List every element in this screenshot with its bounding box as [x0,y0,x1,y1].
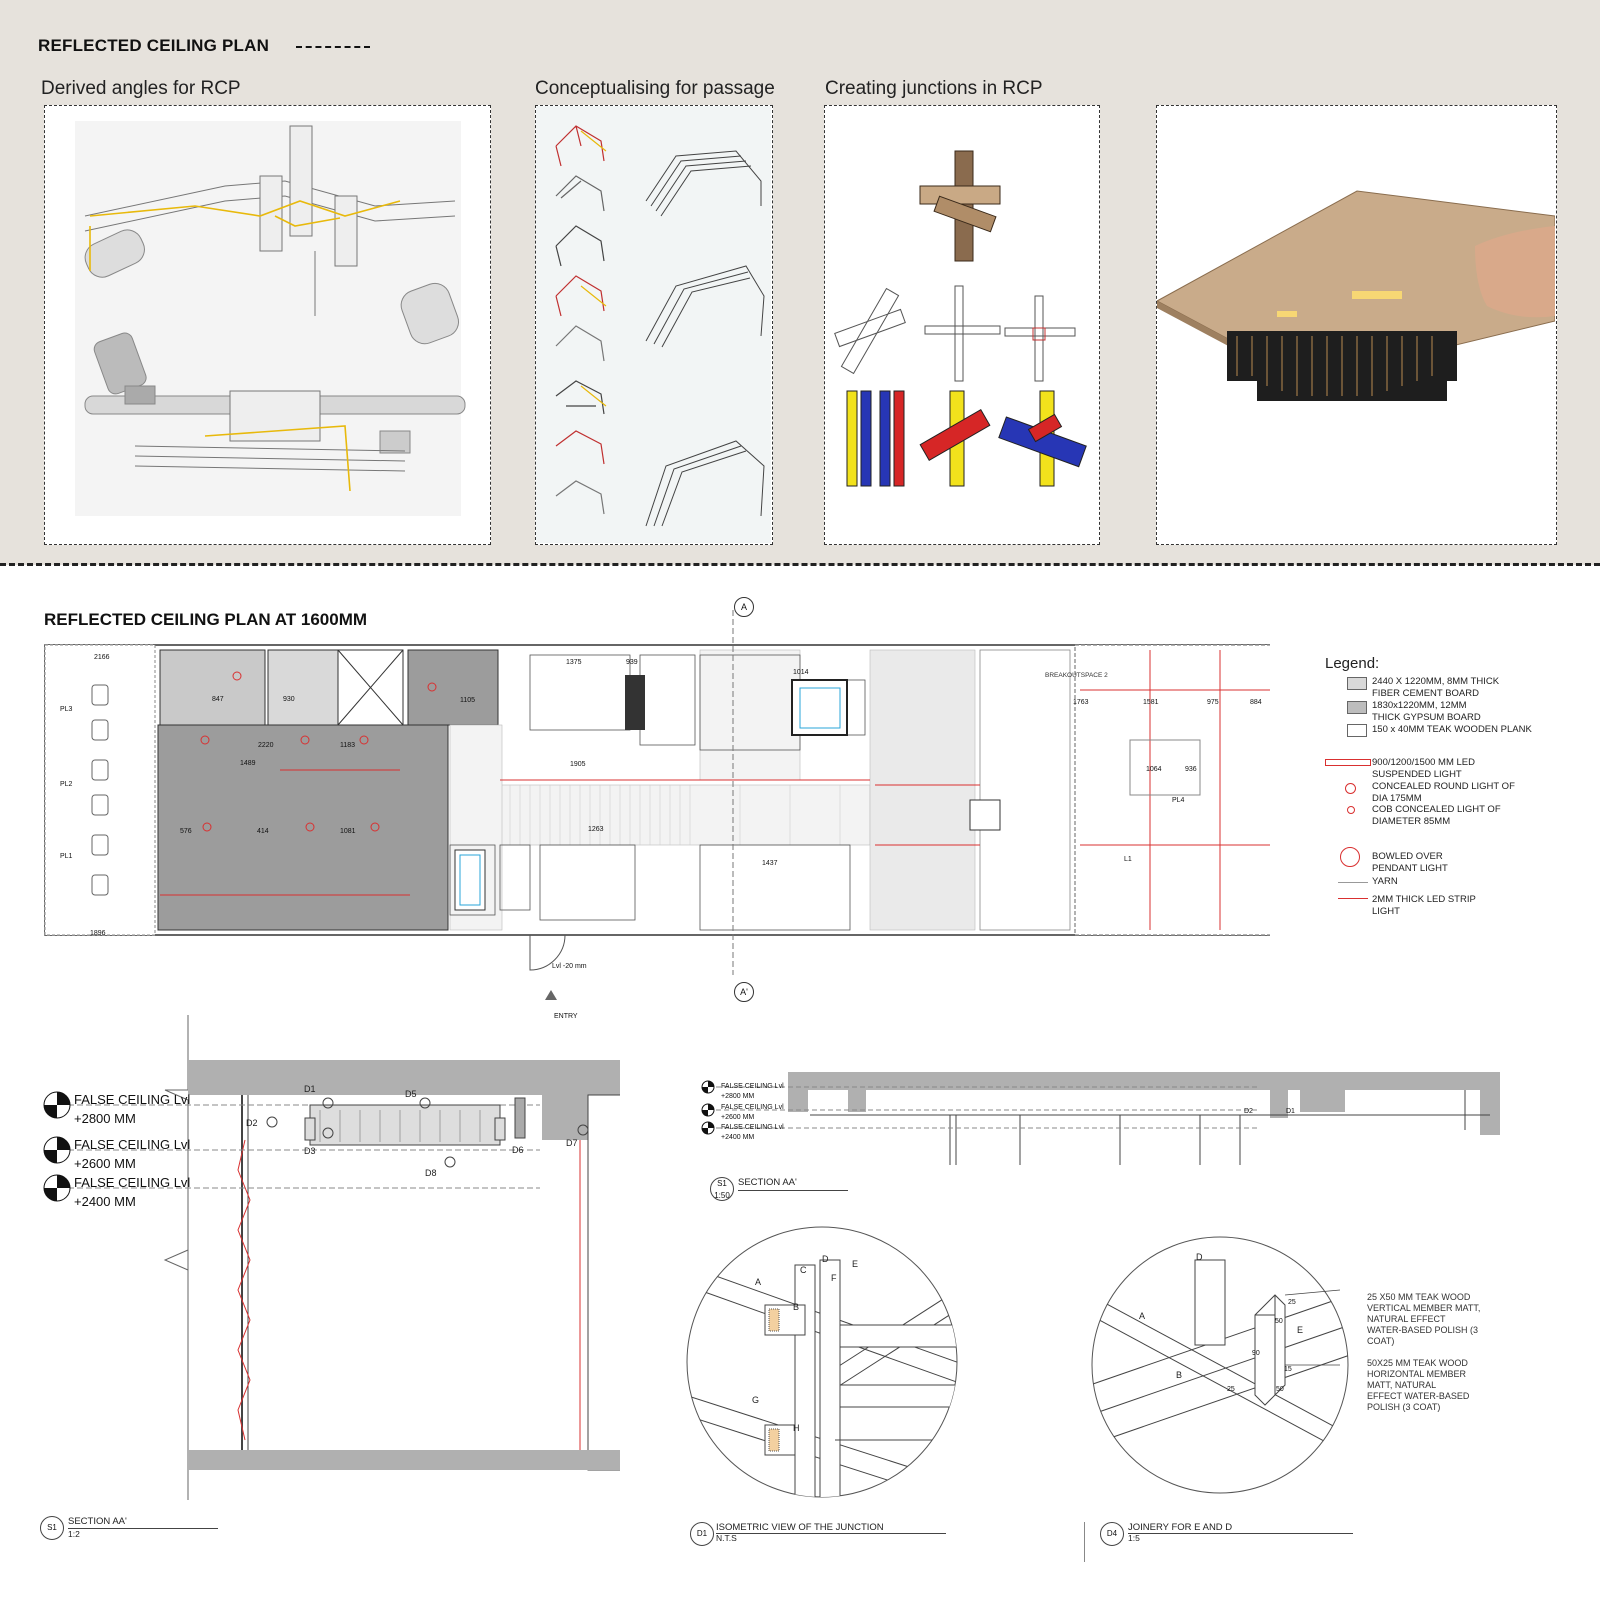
section-marker-a: A [734,597,754,617]
dim-text: 15 [1284,1366,1292,1373]
panel-derived-angles [44,105,491,545]
material-note-vertical: 25 X50 MM TEAK WOOD VERTICAL MEMBER MATT, NATURAL EFFECT WATER-BASED POLISH (3 COAT) [1367,1292,1481,1346]
panel-title-passage: Conceptualising for passage [535,78,775,99]
dim-text: 414 [257,828,269,835]
dim-text: 1064 [1146,766,1162,773]
caption-underline [1128,1533,1353,1534]
legend-item: 900/1200/1500 MM LED SUSPENDED LIGHT [1372,757,1475,780]
legend-title: Legend: [1325,655,1380,672]
level-label: FALSE CEILING Lvl [74,1175,191,1190]
caption-underline [68,1528,218,1529]
legend-swatch-gypsum [1347,701,1367,714]
tag-pl3: PL3 [60,706,73,713]
caption-scale: N.T.S [716,1533,737,1543]
section-marker-a-prime: A' [734,982,754,1002]
dim-text: 847 [212,696,224,703]
dim-text: 1905 [570,761,586,768]
divider-line [1084,1522,1085,1562]
dim-text: 50 [1275,1318,1283,1325]
detail-letter: G [752,1395,760,1405]
dim-text: 25 [1227,1386,1235,1393]
dim-text: 50 [1276,1386,1284,1393]
panel-title-junctions: Creating junctions in RCP [825,78,1043,99]
legend-item: COB CONCEALED LIGHT OF DIAMETER 85MM [1372,804,1501,827]
dim-text: 25 [1288,1299,1296,1306]
dim-text: 1105 [460,697,476,704]
legend-item: 2MM THICK LED STRIP LIGHT [1372,894,1476,917]
detail-tag: D1 [1286,1108,1295,1115]
level-marker-icon [44,1092,70,1118]
dim-text: 1489 [240,760,256,767]
section-large-drawing [20,1010,620,1500]
detail-letter: A [755,1277,762,1287]
caption-number: D1 [690,1522,714,1546]
level-label: FALSE CEILING Lvl [74,1137,191,1152]
detail-tag: D2 [246,1118,258,1128]
panel-model-photo [1156,105,1557,545]
page-title: REFLECTED CEILING PLAN [38,36,270,55]
small-level-label: FALSE CEILING Lvl [721,1104,784,1111]
tag-pl1: PL1 [60,853,73,860]
dim-text: 2220 [258,742,274,749]
section-small-drawing [700,1070,1510,1200]
legend-swatch-cement [1347,677,1367,690]
title-dash-line [296,46,370,48]
plan-title: REFLECTED CEILING PLAN AT 1600MM [44,610,368,629]
detail-d4-joinery [1090,1235,1350,1495]
passage-sketches [536,106,771,543]
caption-scale: 1:5 [1128,1533,1140,1543]
ceiling-plan-drawing [40,590,1270,1030]
dim-text: 1183 [340,742,356,749]
panel-title-angles: Derived angles for RCP [41,78,241,99]
detail-letter: A [1139,1311,1146,1321]
detail-letter: B [793,1302,800,1312]
dim-text: 1263 [588,826,604,833]
legend-item: YARN [1372,876,1398,887]
entry-level-note: Lvl -20 mm [552,963,587,970]
detail-letter: H [793,1423,800,1433]
entry-label: ENTRY [554,1013,578,1020]
dim-text: 90 [1252,1350,1260,1357]
dim-text: 1581 [1143,699,1159,706]
detail-letter: C [800,1265,807,1275]
caption-title: SECTION AA' [738,1177,797,1188]
detail-d1-isometric [685,1225,1005,1505]
detail-tag: D8 [425,1168,437,1178]
detail-tag: D7 [566,1138,578,1148]
material-note-horizontal: 50X25 MM TEAK WOOD HORIZONTAL MEMBER MATT, NATURAL EFFECT WATER-BASED POLISH (3 COAT) [1367,1358,1470,1412]
legend-item: CONCEALED ROUND LIGHT OF DIA 175MM [1372,781,1515,804]
caption-number: S1 [40,1516,64,1540]
tag-pl2: PL2 [60,781,73,788]
dim-text: 1896 [90,930,106,937]
led-strip-line-icon [1338,898,1368,899]
panel-junctions [824,105,1100,545]
round-light-icon [1345,783,1356,794]
derived-angles-illustration [45,106,489,543]
entry-arrow-icon [545,990,557,1000]
small-level-value: +2800 MM [721,1093,755,1100]
caption-underline [738,1190,848,1191]
yarn-line-icon [1338,882,1368,883]
legend-item: 1830x1220MM, 12MM THICK GYPSUM BOARD [1372,700,1481,723]
dim-text: 1081 [340,828,356,835]
tag-pl4: PL4 [1172,797,1185,804]
detail-letter: D [1196,1252,1203,1262]
small-level-label: FALSE CEILING Lvl [721,1083,784,1090]
level-value: +2400 MM [74,1194,136,1209]
caption-title: JOINERY FOR E AND D [1128,1522,1233,1533]
dim-text: 1375 [566,659,582,666]
detail-tag: D5 [405,1089,417,1099]
detail-tag: D6 [512,1145,524,1155]
level-value: +2800 MM [74,1111,136,1126]
detail-letter: B [1176,1370,1183,1380]
small-level-value: +2600 MM [721,1114,755,1121]
level-value: +2600 MM [74,1156,136,1171]
dim-text: 1014 [793,669,809,676]
dim-text: 930 [283,696,295,703]
cob-light-icon [1347,806,1355,814]
legend-item: 2440 X 1220MM, 8MM THICK FIBER CEMENT BOARD [1372,676,1500,699]
pendant-light-icon [1340,847,1360,867]
caption-underline [716,1533,946,1534]
caption-title: SECTION AA' [68,1516,127,1527]
dim-text: 936 [1185,766,1197,773]
dim-text: 576 [180,828,192,835]
junction-illustration [825,106,1098,543]
caption-number: S1 1:50 [710,1177,734,1201]
detail-tag: D1 [304,1084,316,1094]
detail-letter: F [831,1273,837,1283]
small-level-value: +2400 MM [721,1134,755,1141]
legend-item: 150 x 40MM TEAK WOODEN PLANK [1372,724,1532,735]
tag-l1: L1 [1124,856,1132,863]
legend-swatch-plank [1347,724,1367,737]
dim-text: 1763 [1073,699,1089,706]
dim-text: 975 [1207,699,1219,706]
detail-letter: D [822,1254,829,1264]
dim-text: 1437 [762,860,778,867]
legend-swatch-led-light [1325,759,1371,766]
detail-tag: D3 [304,1146,316,1156]
caption-scale: 1:2 [68,1529,80,1539]
caption-number: D4 [1100,1522,1124,1546]
dim-text: 939 [626,659,638,666]
detail-letter: E [852,1259,859,1269]
legend-item: BOWLED OVER PENDANT LIGHT [1372,851,1448,874]
detail-letter: E [1297,1325,1304,1335]
dim-text: 884 [1250,699,1262,706]
small-level-label: FALSE CEILING Lvl [721,1124,784,1131]
caption-title: ISOMETRIC VIEW OF THE JUNCTION [716,1522,884,1533]
level-label: FALSE CEILING Lvl [74,1092,191,1107]
panel-passage-concepts [535,105,773,545]
breakout-room-label: BREAKOUTSPACE 2 [1045,672,1108,679]
dim-text: 2166 [94,654,110,661]
detail-tag: D2 [1244,1108,1253,1115]
band-divider [0,563,1600,566]
ceiling-model-photo [1157,106,1555,543]
